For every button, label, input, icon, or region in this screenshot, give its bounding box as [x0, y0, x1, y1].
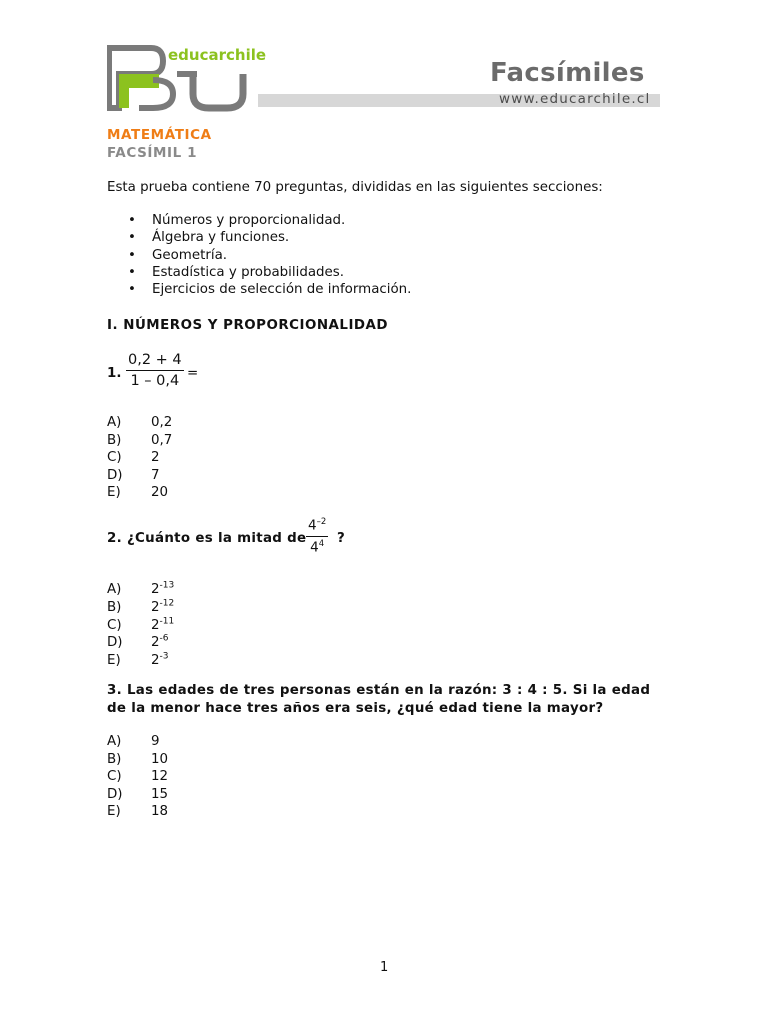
q1-fraction: 0,2 + 4 1 – 0,4 [128, 352, 182, 389]
option-b: B) 10 [107, 751, 169, 767]
q1-options [107, 414, 172, 502]
option-c: C) 12 [107, 769, 169, 785]
intro-text: Esta prueba contiene 70 preguntas, divididas en las siguientes secciones: [107, 180, 603, 195]
q1-number: 1. [107, 366, 122, 381]
page-number: 1 [380, 960, 389, 975]
q3-options [107, 733, 168, 821]
q1-equals: = [187, 366, 199, 381]
subject-title: MATEMÁTICA [107, 127, 212, 143]
list-item: • Geometría. [128, 247, 228, 263]
q2-text: 2. ¿Cuánto es la mitad de [107, 531, 307, 546]
option-d: D) $2^{-6}$ [107, 633, 169, 651]
option-e: E) 20 [107, 485, 169, 501]
sections-list [128, 212, 411, 298]
q2-fraction: $4^{-2}$ $4^4$ [308, 517, 327, 555]
option-b: B) $2^{-12}$ [107, 598, 175, 616]
option-d: D) 7 [107, 467, 160, 483]
facsimile-title: FACSÍMIL 1 [107, 145, 198, 161]
option-b: B) 0,7 [107, 432, 173, 448]
list-item: • Ejercicios de selección de información. [128, 282, 412, 298]
list-item: • Álgebra y funciones. [128, 230, 290, 246]
section-title: I. NÚMEROS Y PROPORCIONALIDAD [107, 318, 389, 333]
option-c: C) $2^{-11}$ [107, 616, 175, 633]
header-title: Facsímiles [490, 58, 645, 88]
option-a: A) 0,2 [107, 415, 173, 430]
brand-name: educarchile [168, 46, 267, 64]
q2-options [107, 578, 174, 666]
header-url: www.educarchile.cl [499, 91, 651, 107]
option-e: E) $2^{-3}$ [107, 651, 169, 668]
option-a: A) $2^{-13}$ [107, 581, 175, 598]
option-e: E) 18 [107, 804, 169, 820]
list-item: • Estadística y probabilidades. [128, 264, 345, 280]
option-d: D) 15 [107, 786, 169, 802]
option-a: A) 9 [107, 734, 160, 749]
q2-question-mark: ? [337, 531, 346, 546]
option-c: C) 2 [107, 450, 160, 466]
list-item: • Números y proporcionalidad. [128, 213, 346, 228]
q3-text: 3. Las edades de tres personas están en la razón: 3 : 4 : 5. Si la edad de la menor hace tres años era seis, ¿qué edad tiene la mayor? [107, 683, 651, 716]
